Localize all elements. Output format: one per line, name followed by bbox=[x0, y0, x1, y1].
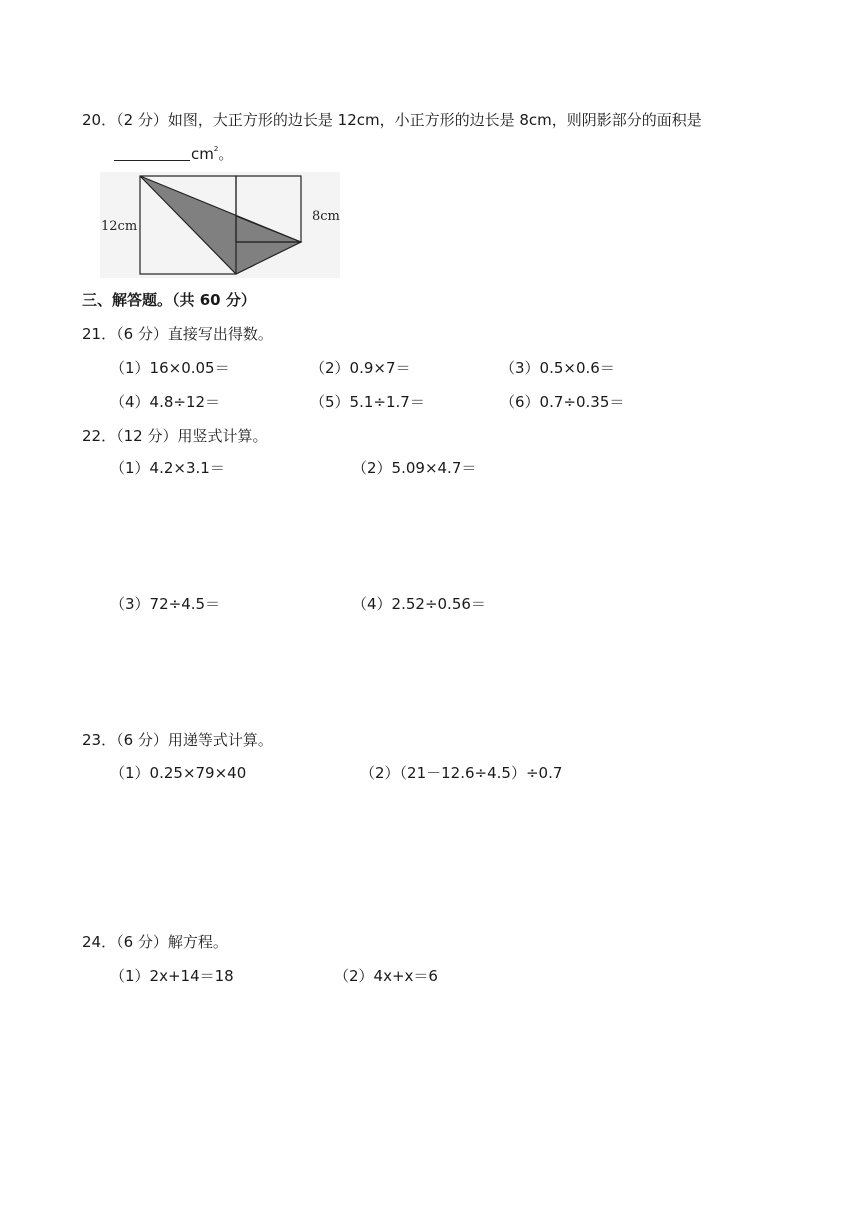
sub-item: （3）0.5×0.6＝ bbox=[500, 359, 615, 377]
sub-item: （1）0.25×79×40 bbox=[110, 764, 247, 782]
question-21 bbox=[82, 324, 273, 344]
question-text: （6 分）直接写出得数。 bbox=[116, 325, 273, 343]
question-number: 23． bbox=[82, 731, 117, 749]
sub-item: （1）2x+14＝18 bbox=[110, 967, 234, 985]
unit-superscript: 2 bbox=[213, 145, 219, 153]
sub-item: （4）2.52÷0.56＝ bbox=[352, 595, 486, 613]
question-text: （6 分）用递等式计算。 bbox=[116, 731, 273, 749]
label-8cm: 8cm bbox=[312, 209, 340, 224]
sub-item: （2）4x+x＝6 bbox=[334, 967, 438, 985]
sub-item: （2）0.9×7＝ bbox=[310, 359, 411, 377]
sub-item: （5）5.1÷1.7＝ bbox=[310, 393, 425, 411]
question-text: （12 分）用竖式计算。 bbox=[116, 427, 268, 445]
question-number: 24． bbox=[82, 933, 117, 951]
label-12cm: 12cm bbox=[101, 219, 138, 234]
sub-item: （2）（21－12.6÷4.5）÷0.7 bbox=[360, 764, 563, 782]
sub-item: （4）4.8÷12＝ bbox=[110, 393, 221, 411]
question-number: 21． bbox=[82, 325, 117, 343]
answer-blank[interactable] bbox=[114, 145, 190, 161]
section-title: 三、解答题。（共 60 分） bbox=[82, 291, 256, 309]
question-22 bbox=[82, 426, 267, 446]
sub-item: （2）5.09×4.7＝ bbox=[352, 459, 477, 477]
unit: cm bbox=[191, 145, 214, 163]
question-number: 20． bbox=[82, 111, 117, 129]
question-text: （6 分）解方程。 bbox=[116, 933, 228, 951]
question-20 bbox=[82, 110, 702, 130]
sub-item: （6）0.7÷0.35＝ bbox=[500, 393, 625, 411]
square-figure bbox=[100, 172, 340, 278]
sentence-end: 。 bbox=[218, 145, 234, 163]
question-23 bbox=[82, 730, 273, 750]
question-text: （2 分）如图，大正方形的边长是 12cm，小正方形的边长是 8cm，则阴影部分的面积是 bbox=[116, 111, 702, 129]
sub-item: （1）16×0.05＝ bbox=[110, 359, 230, 377]
sub-item: （3）72÷4.5＝ bbox=[110, 595, 221, 613]
answer-line bbox=[114, 144, 233, 164]
question-number: 22． bbox=[82, 427, 117, 445]
sub-item: （1）4.2×3.1＝ bbox=[110, 459, 225, 477]
question-24 bbox=[82, 932, 228, 952]
